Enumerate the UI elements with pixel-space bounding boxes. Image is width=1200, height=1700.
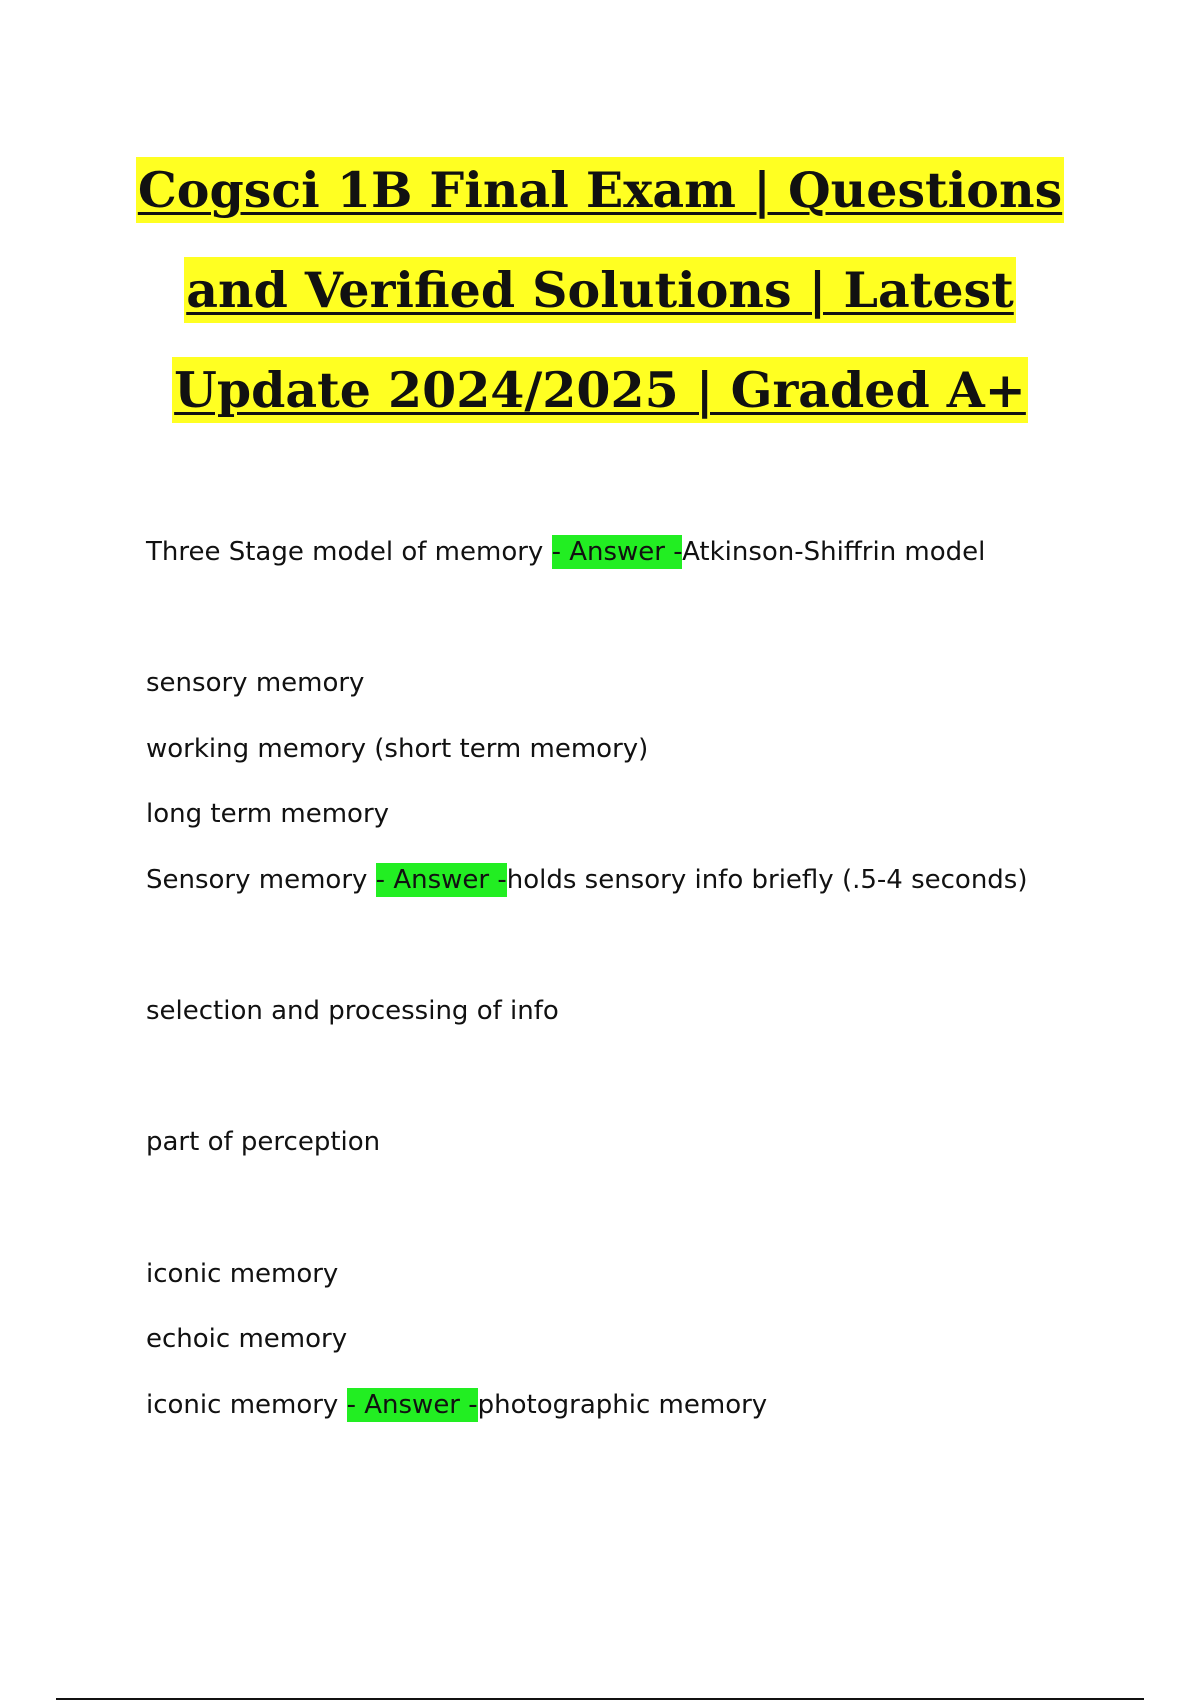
list-item: working memory (short term memory)	[146, 734, 649, 764]
question-text: iconic memory	[146, 1390, 347, 1420]
qa-entry	[146, 534, 985, 570]
qa-entry	[146, 1387, 767, 1423]
title-line-1: Cogsci 1B Final Exam | Questions	[136, 157, 1064, 223]
answer-marker: - Answer -	[375, 865, 507, 895]
answer-marker: - Answer -	[346, 1390, 478, 1420]
document-title	[100, 140, 1100, 440]
question-text: Sensory memory	[146, 865, 376, 895]
answer-text: photographic memory	[477, 1390, 768, 1420]
list-item: iconic memory	[146, 1259, 339, 1289]
answer-marker: - Answer -	[551, 537, 683, 567]
list-item: part of perception	[146, 1127, 381, 1157]
list-item: selection and processing of info	[146, 996, 559, 1026]
list-item: echoic memory	[146, 1324, 348, 1354]
list-item: long term memory	[146, 799, 390, 829]
title-line-3: Update 2024/2025 | Graded A+	[172, 357, 1028, 423]
answer-text: holds sensory info briefly (.5-4 seconds)	[506, 865, 1028, 895]
answer-text: Atkinson-Shiffrin model	[682, 537, 986, 567]
title-line-2: and Verified Solutions | Latest	[184, 257, 1016, 323]
list-item: sensory memory	[146, 668, 365, 698]
question-text: Three Stage model of memory	[146, 537, 552, 567]
qa-entry	[146, 862, 1028, 898]
